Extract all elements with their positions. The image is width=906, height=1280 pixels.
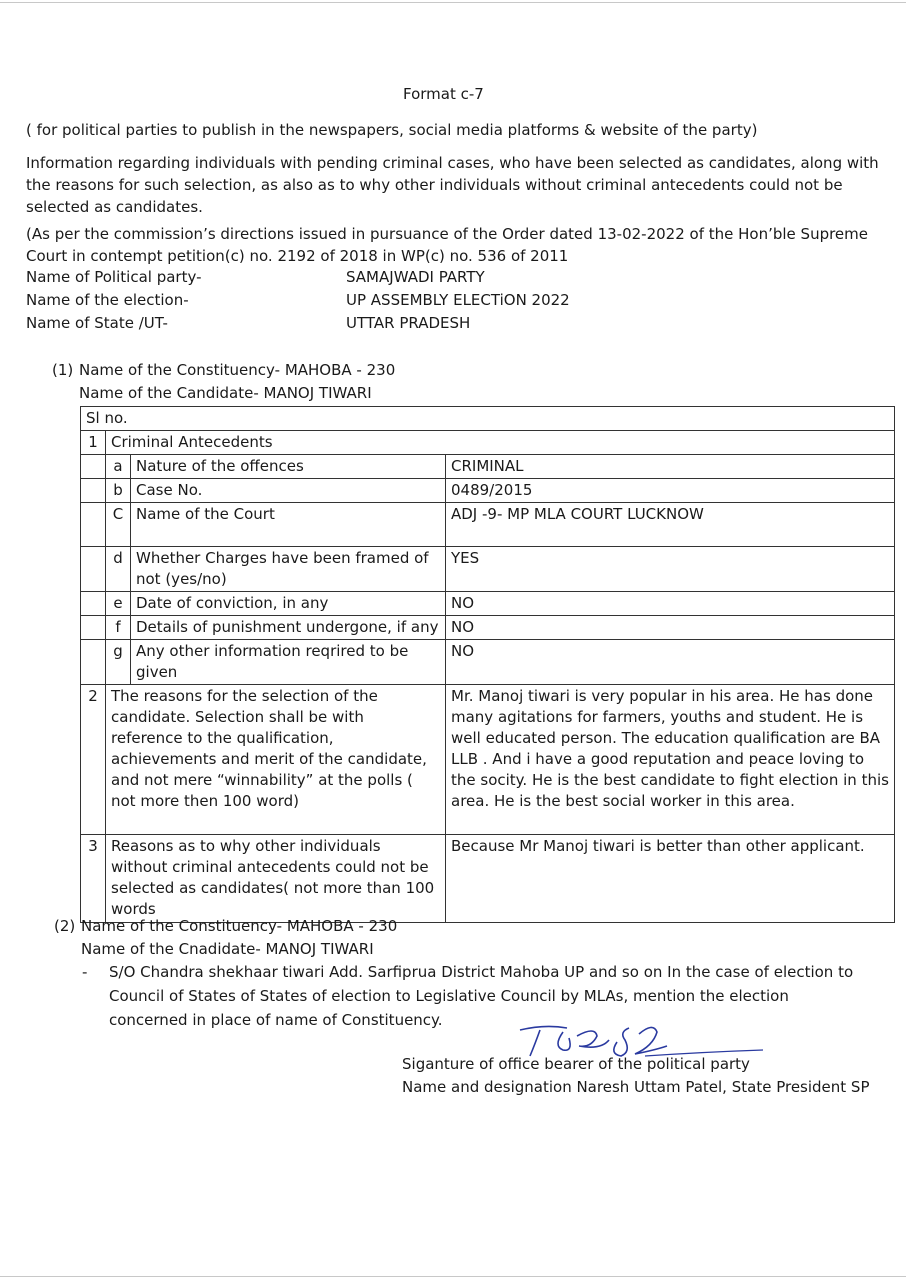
row-number: 2 [81,685,106,835]
row-title: Criminal Antecedents [106,431,895,455]
signature-line1: Siganture of office bearer of the political party [402,1055,750,1073]
empty-cell [81,640,106,685]
section1-number: (1) [52,361,74,379]
criminal-antecedents-table [80,406,895,923]
table-row [81,835,895,923]
row-value: Mr. Manoj tiwari is very popular in his area. He has done many agitations for farmers, youths and student. He is well educated person. The education qualification are BA LLB . And i have a good reputation and peace loving to the socity. He is the best candidate to fight election in this area. He is the best social worker in this area. [446,685,895,835]
empty-cell [81,455,106,479]
table-row [81,479,895,503]
table-row [81,547,895,592]
row-label: Whether Charges have been framed of not (yes/no) [131,547,446,592]
row-label: The reasons for the selection of the candidate. Selection shall be with reference to the qualification, achievements and merit of the candidate, and not mere “winnability” at the polls ( not more then 100 word) [106,685,446,835]
row-label: Case No. [131,479,446,503]
empty-cell [81,592,106,616]
party-value: SAMAJWADI PARTY [346,268,485,286]
row-label: Reasons as to why other individuals without criminal antecedents could not be selected as candidates( not more than 100 words [106,835,446,923]
row-value: NO [446,592,895,616]
page-bottom-edge [0,1276,906,1277]
row-letter: d [106,547,131,592]
commission-paragraph: (As per the commission’s directions issued in pursuance of the Order dated 13-02-2022 of the Hon’ble Supreme Court in contempt petition(c) no. 2192 of 2018 in WP(c) no. 536 of 2011 [26,225,868,265]
table-row [81,503,895,547]
row-value: Because Mr Manoj tiwari is better than other applicant. [446,835,895,923]
table-row [81,592,895,616]
table-row [81,616,895,640]
table-row [81,685,895,835]
empty-cell [81,479,106,503]
table-row [81,407,895,431]
empty-cell [81,616,106,640]
page-top-edge [0,2,906,3]
section1-constituency: Name of the Constituency- MAHOBA - 230 [79,361,396,379]
section2-candidate: Name of the Cnadidate- MANOJ TIWARI [81,940,374,958]
row-value: NO [446,640,895,685]
section1-candidate: Name of the Candidate- MANOJ TIWARI [79,384,372,402]
row-label: Details of punishment undergone, if any [131,616,446,640]
row-letter: g [106,640,131,685]
section2-note: S/O Chandra shekhaar tiwari Add. Sarfiprua District Mahoba UP and so on In the case of election to Council of States of States of election to Legislative Council by MLAs, mention the election concerned in place of name of Constituency. [109,963,854,1029]
table-row [81,455,895,479]
row-label: Any other information reqrired to be given [131,640,446,685]
signature-line2: Name and designation Naresh Uttam Patel, State President SP [402,1078,870,1096]
row-label: Nature of the offences [131,455,446,479]
row-value: CRIMINAL [446,455,895,479]
bullet-dash: - [82,963,88,981]
election-value: UP ASSEMBLY ELECTiON 2022 [346,291,570,309]
row-value: 0489/2015 [446,479,895,503]
row-number: 1 [81,431,106,455]
row-label: Date of conviction, in any [131,592,446,616]
subtitle: ( for political parties to publish in the newspapers, social media platforms & website of the party) [26,121,758,139]
row-letter: C [106,503,131,547]
info-paragraph: Information regarding individuals with pending criminal cases, who have been selected as candidates, along with the reasons for such selection, as also as to why other individuals without criminal antecedents could not be selected as candidates. [26,154,879,216]
row-label: Name of the Court [131,503,446,547]
state-label: Name of State /UT- [26,314,168,332]
empty-cell [81,503,106,547]
row-letter: e [106,592,131,616]
section2-constituency: Name of the Constituency- MAHOBA - 230 [81,917,398,935]
table-row [81,431,895,455]
empty-cell [81,547,106,592]
election-label: Name of the election- [26,291,189,309]
row-value: ADJ -9- MP MLA COURT LUCKNOW [446,503,895,547]
sl-header: Sl no. [81,407,895,431]
state-value: UTTAR PRADESH [346,314,471,332]
row-value: NO [446,616,895,640]
row-letter: f [106,616,131,640]
row-letter: a [106,455,131,479]
row-letter: b [106,479,131,503]
party-label: Name of Political party- [26,268,202,286]
row-number: 3 [81,835,106,923]
row-value: YES [446,547,895,592]
section2-number: (2) [54,917,76,935]
format-title: Format c-7 [403,85,484,103]
table-row [81,640,895,685]
